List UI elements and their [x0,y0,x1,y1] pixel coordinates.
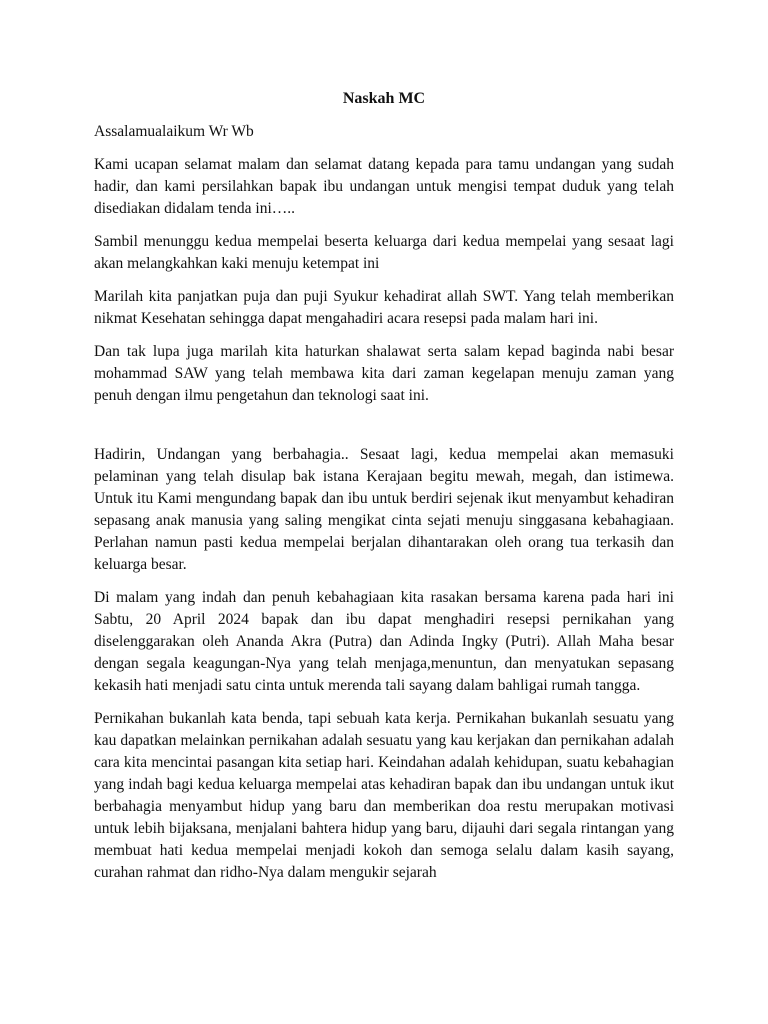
document-title: Naskah MC [342,90,426,107]
document-body [94,88,674,895]
greeting-line: Assalamualaikum Wr Wb [94,123,254,140]
paragraph-welcome: Kami ucapan selamat malam dan selamat datang kepada para tamu undangan yang sudah hadir, dan kami persilahkan bapak ibu undangan untuk mengisi tempat duduk yang telah disediakan didalam tenda ini….. [94,156,674,217]
paragraph-praise: Marilah kita panjatkan puja dan puji Syukur kehadirat allah SWT. Yang telah memberikan nikmat Kesehatan sehingga dapat mengahadiri acara resepsi pada malam hari ini. [94,288,674,327]
paragraph-reception: Di malam yang indah dan penuh kebahagiaan kita rasakan bersama karena pada hari ini Sabtu, 20 April 2024 bapak dan ibu dapat menghadiri resepsi pernikahan yang diselenggarakan oleh Ananda Akra (Putra) dan Adinda Ingky (Putri). Allah Maha besar dengan segala keagungan-Nya yang telah menjaga,menuntun, dan menyatukan sepasang kekasih hati menjadi satu cinta untuk merenda tali sayang dalam bahligai rumah tangga. [94,589,674,694]
paragraph-marriage: Pernikahan bukanlah kata benda, tapi sebuah kata kerja. Pernikahan bukanlah sesuatu yang kau dapatkan melainkan pernikahan adalah sesuatu yang kau kerjakan dan pernikahan adalah cara kita mencintai pasangan kita setiap hari. Keindahan adalah kehidupan, suatu kebahagian yang indah bagi kedua keluarga mempelai atas kehadiran bapak dan ibu undangan untuk ikut berbahagia menyambut hidup yang baru dan memberikan doa restu merupakan motivasi untuk lebih bijaksana, menjalani bahtera hidup yang baru, dijauhi dari segala rintangan yang membuat hati kedua mempelai menjadi kokoh dan semoga selalu dalam kasih sayang, curahan rahmat dan ridho-Nya dalam mengukir sejarah [94,710,674,881]
paragraph-waiting: Sambil menunggu kedua mempelai beserta keluarga dari kedua mempelai yang sesaat lagi akan melangkahkan kaki menuju ketempat ini [94,233,674,272]
paragraph-entrance: Hadirin, Undangan yang berbahagia.. Sesaat lagi, kedua mempelai akan memasuki pelaminan yang telah disulap bak istana Kerajaan begitu mewah, megah, dan istimewa. Untuk itu Kami mengundang bapak dan ibu untuk berdiri sejenak ikut menyambut kehadiran sepasang anak manusia yang saling mengikat cinta sejati menuju singgasana kebahagiaan. Perlahan namun pasti kedua mempelai berjalan dihantarakan oleh orang tua terkasih dan keluarga besar. [94,446,674,573]
paragraph-shalawat: Dan tak lupa juga marilah kita haturkan shalawat serta salam kepad baginda nabi besar mohammad SAW yang telah membawa kita dari zaman kegelapan menuju zaman yang penuh dengan ilmu pengetahun dan teknologi saat ini. [94,343,674,404]
